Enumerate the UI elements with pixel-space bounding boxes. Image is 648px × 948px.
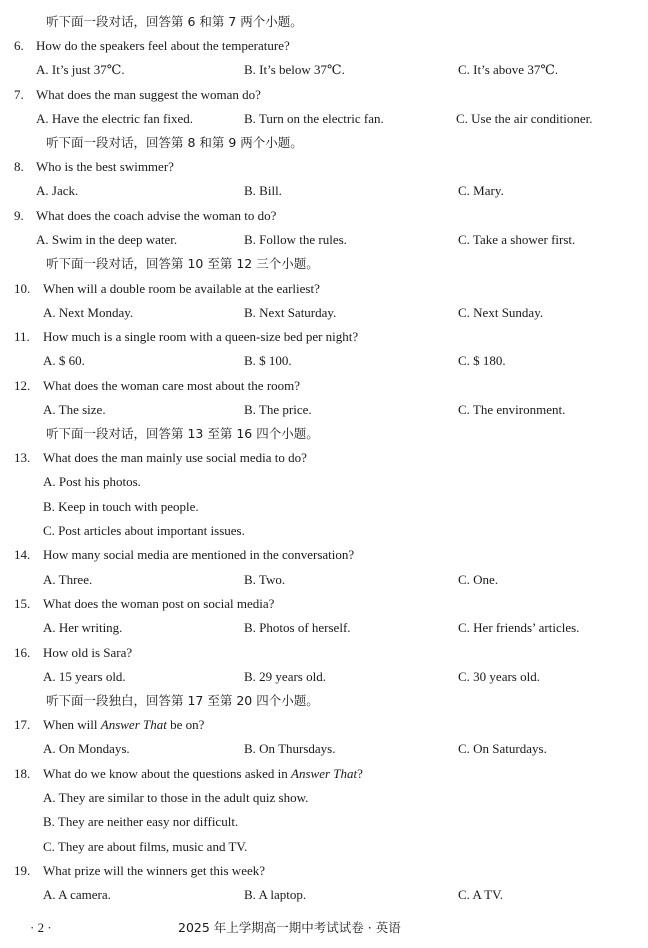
question-text: What prize will the winners get this week? (43, 863, 266, 878)
question-text: What does the coach advise the woman to do? (36, 208, 277, 223)
question-8 (0, 157, 648, 177)
question-9 (0, 206, 648, 226)
section-instruction-10-12: 听下面一段对话，回答第 10 至第 12 三个小题。 (46, 256, 319, 271)
page-number: · 2 · (30, 920, 52, 935)
section-instruction-8-9: 听下面一段对话，回答第 8 和第 9 两个小题。 (46, 135, 303, 150)
question-number: 16. (14, 645, 31, 660)
option-b: B. The price. (244, 402, 312, 417)
options-9 (0, 230, 648, 250)
question-text-pre: What do we know about the questions asked in (43, 766, 292, 781)
question-number: 18. (14, 766, 31, 781)
question-17 (0, 715, 648, 735)
options-19 (0, 885, 648, 905)
question-text: How much is a single room with a queen-size bed per night? (43, 329, 359, 344)
question-text: What does the woman post on social media? (43, 596, 275, 611)
option-c: C. Take a shower first. (458, 232, 576, 247)
option-c: C. They are about films, music and TV. (43, 839, 248, 854)
option-13-b (0, 497, 648, 517)
question-text (43, 715, 204, 735)
options-6 (0, 60, 648, 80)
option-a: A. A camera. (43, 887, 111, 902)
question-12 (0, 376, 648, 396)
question-number: 10. (14, 281, 31, 296)
option-18-c (0, 837, 648, 857)
option-b: B. Next Saturday. (244, 305, 337, 320)
option-a: A. $ 60. (43, 353, 85, 368)
section-instruction-17-20: 听下面一段独白，回答第 17 至第 20 四个小题。 (46, 693, 319, 708)
question-number: 19. (14, 863, 31, 878)
question-number: 6. (14, 38, 24, 53)
options-14 (0, 570, 648, 590)
show-title: Answer That (100, 717, 167, 732)
option-b: B. A laptop. (244, 887, 307, 902)
question-number: 9. (14, 208, 24, 223)
question-number: 13. (14, 450, 31, 465)
question-number: 14. (14, 547, 31, 562)
option-a: A. Swim in the deep water. (36, 232, 178, 247)
option-a: A. Have the electric fan fixed. (36, 111, 194, 126)
question-text: How many social media are mentioned in the conversation? (43, 547, 355, 562)
option-b: B. It’s below 37℃. (244, 62, 345, 77)
option-c: C. Her friends’ articles. (458, 620, 580, 635)
option-b: B. $ 100. (244, 353, 292, 368)
question-6 (0, 36, 648, 56)
option-b: B. Keep in touch with people. (43, 499, 199, 514)
question-13 (0, 448, 648, 468)
option-c: C. Use the air conditioner. (456, 111, 593, 126)
option-c: C. A TV. (458, 887, 504, 902)
question-11 (0, 327, 648, 347)
options-7 (0, 109, 648, 129)
question-10 (0, 279, 648, 299)
options-17 (0, 739, 648, 759)
option-b: B. Bill. (244, 183, 282, 198)
option-a: A. It’s just 37℃. (36, 62, 125, 77)
question-number: 7. (14, 87, 24, 102)
option-b: B. 29 years old. (244, 669, 326, 684)
option-c: C. Next Sunday. (458, 305, 544, 320)
question-7 (0, 85, 648, 105)
options-12 (0, 400, 648, 420)
option-c: C. Post articles about important issues. (43, 523, 245, 538)
option-c: C. On Saturdays. (458, 741, 547, 756)
question-text (43, 764, 363, 784)
option-b: B. They are neither easy nor difficult. (43, 814, 239, 829)
option-c: C. The environment. (458, 402, 566, 417)
question-number: 8. (14, 159, 24, 174)
question-text: What does the woman care most about the room? (43, 378, 301, 393)
question-number: 17. (14, 717, 31, 732)
question-15 (0, 594, 648, 614)
option-b: B. Two. (244, 572, 286, 587)
option-c: C. Mary. (458, 183, 504, 198)
question-text: How do the speakers feel about the temperature? (36, 38, 290, 53)
question-text-post: ? (357, 766, 363, 781)
option-c: C. $ 180. (458, 353, 506, 368)
question-text: How old is Sara? (43, 645, 133, 660)
option-b: B. Follow the rules. (244, 232, 347, 247)
option-13-a (0, 472, 648, 492)
question-text: What does the man mainly use social media to do? (43, 450, 307, 465)
question-text-post: be on? (166, 717, 205, 732)
option-a: A. Three. (43, 572, 93, 587)
option-b: B. Photos of herself. (244, 620, 351, 635)
question-14 (0, 545, 648, 565)
option-18-b (0, 812, 648, 832)
question-number: 11. (14, 329, 30, 344)
question-text: Who is the best swimmer? (36, 159, 174, 174)
option-a: A. Post his photos. (43, 474, 141, 489)
option-a: A. On Mondays. (43, 741, 130, 756)
section-instruction-13-16: 听下面一段对话，回答第 13 至第 16 四个小题。 (46, 426, 319, 441)
option-a: A. The size. (43, 402, 106, 417)
question-18 (0, 764, 648, 784)
option-b: B. Turn on the electric fan. (244, 111, 384, 126)
option-a: A. Jack. (36, 183, 79, 198)
options-15 (0, 618, 648, 638)
option-a: A. They are similar to those in the adult quiz show. (43, 790, 309, 805)
options-16 (0, 667, 648, 687)
options-11 (0, 351, 648, 371)
question-19 (0, 861, 648, 881)
section-instruction-6-7: 听下面一段对话，回答第 6 和第 7 两个小题。 (46, 14, 303, 29)
option-a: A. 15 years old. (43, 669, 126, 684)
option-b: B. On Thursdays. (244, 741, 336, 756)
option-a: A. Next Monday. (43, 305, 134, 320)
option-c: C. 30 years old. (458, 669, 540, 684)
question-number: 12. (14, 378, 31, 393)
question-text: When will a double room be available at the earliest? (43, 281, 320, 296)
question-number: 15. (14, 596, 31, 611)
option-13-c (0, 521, 648, 541)
options-8 (0, 181, 648, 201)
option-18-a (0, 788, 648, 808)
footer-title: 2025 年上学期高一期中考试试卷 · 英语 (178, 920, 401, 935)
options-10 (0, 303, 648, 323)
option-c: C. It’s above 37℃. (458, 62, 559, 77)
question-16 (0, 643, 648, 663)
question-text-pre: When will (43, 717, 101, 732)
option-c: C. One. (458, 572, 499, 587)
question-text: What does the man suggest the woman do? (36, 87, 261, 102)
show-title: Answer That (291, 766, 358, 781)
option-a: A. Her writing. (43, 620, 123, 635)
